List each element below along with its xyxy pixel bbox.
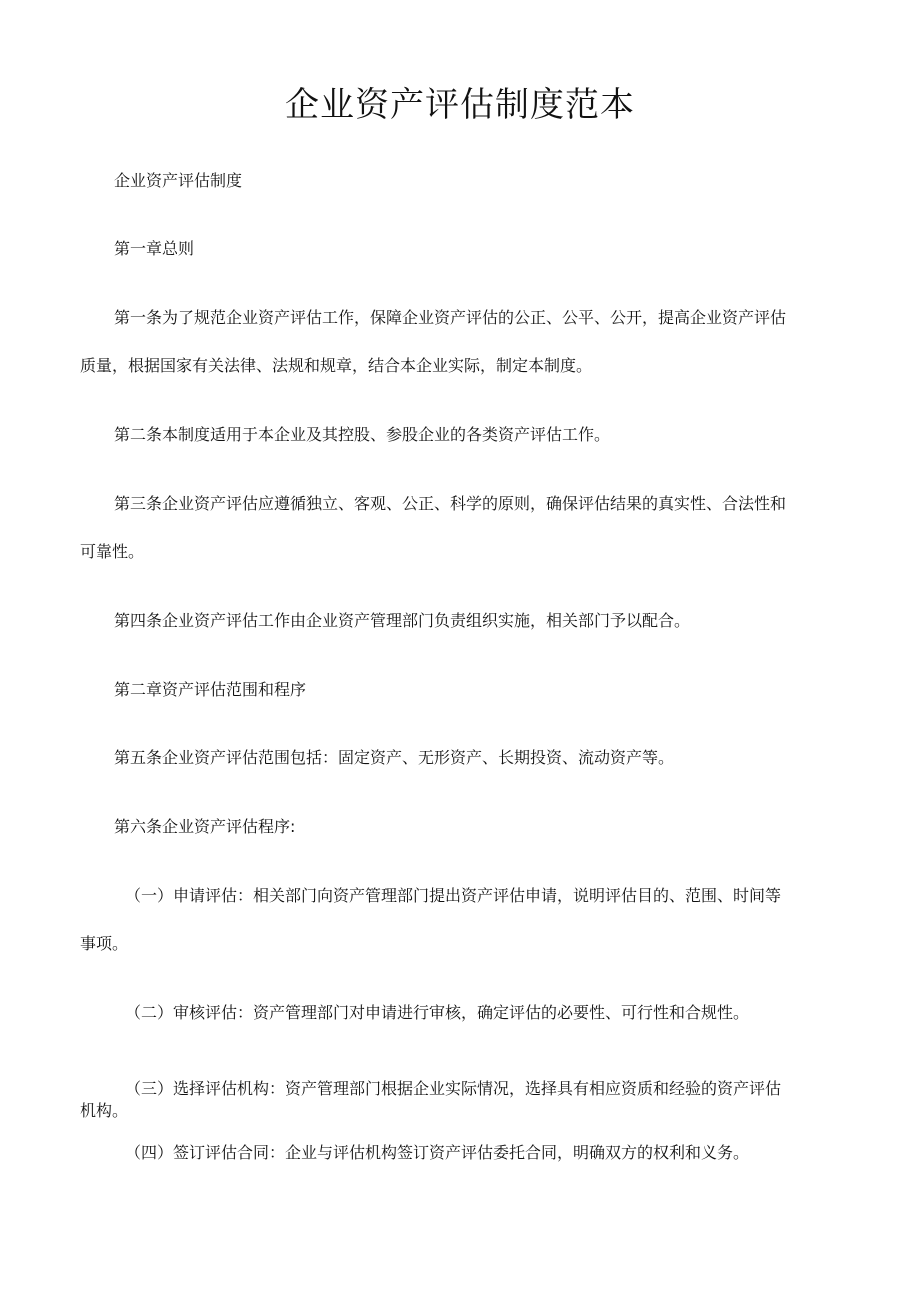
step-3-line-1: （三）选择评估机构：资产管理部门根据企业实际情况，选择具有相应资质和经验的资产评估	[125, 1079, 782, 1098]
article-1-line-2: 质量，根据国家有关法律、法规和规章，结合本企业实际，制定本制度。	[80, 356, 593, 375]
article-2: 第二条本制度适用于本企业及其控股、参股企业的各类资产评估工作。	[114, 425, 611, 444]
document-title: 企业资产评估制度范本	[285, 85, 635, 125]
step-1-line-1: （一）申请评估：相关部门向资产管理部门提出资产评估申请，说明评估目的、范围、时间等	[125, 886, 782, 905]
subtitle: 企业资产评估制度	[114, 171, 243, 190]
article-5: 第五条企业资产评估范围包括：固定资产、无形资产、长期投资、流动资产等。	[114, 748, 675, 767]
step-3-line-2: 机构。	[80, 1101, 129, 1120]
article-6: 第六条企业资产评估程序:	[114, 817, 296, 836]
article-3-line-2: 可靠性。	[80, 542, 145, 561]
step-1-line-2: 事项。	[80, 934, 129, 953]
chapter-1-heading: 第一章总则	[114, 239, 195, 258]
article-3-line-1: 第三条企业资产评估应遵循独立、客观、公正、科学的原则，确保评估结果的真实性、合法性和	[114, 494, 787, 513]
article-1-line-1: 第一条为了规范企业资产评估工作，保障企业资产评估的公正、公平、公开，提高企业资产评估	[114, 308, 787, 327]
step-2: （二）审核评估：资产管理部门对申请进行审核，确定评估的必要性、可行性和合规性。	[125, 1003, 750, 1022]
article-4: 第四条企业资产评估工作由企业资产管理部门负责组织实施，相关部门予以配合。	[114, 611, 691, 630]
step-4: （四）签订评估合同：企业与评估机构签订资产评估委托合同，明确双方的权利和义务。	[125, 1143, 750, 1162]
chapter-2-heading: 第二章资产评估范围和程序	[114, 680, 307, 699]
